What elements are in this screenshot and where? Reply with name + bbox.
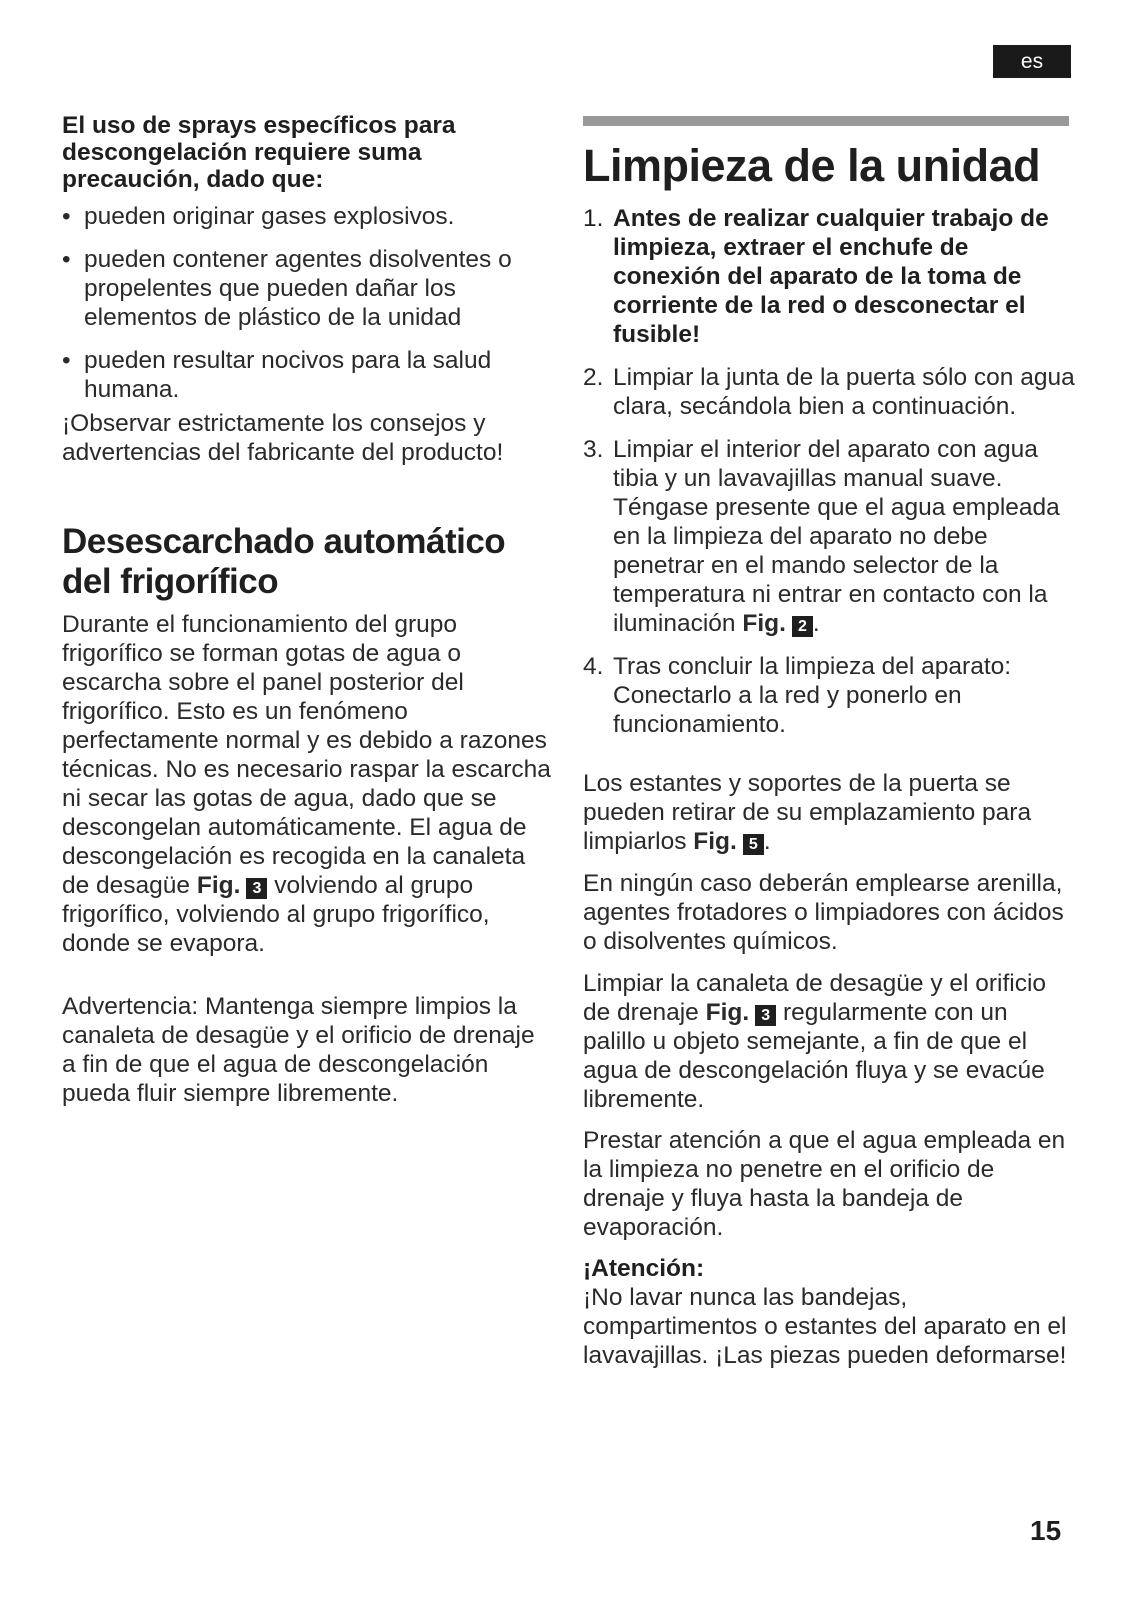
caution-heading: ¡Atención: [583, 1255, 705, 1282]
attention-paragraph: Prestar atención a que el agua empleada en la limpieza no penetre en el orificio de drenaje y fluya hasta la bandeja de evaporación. [583, 1127, 1066, 1241]
step-number: 2. [583, 364, 604, 391]
list-item: • pueden resultar nocivos para la salud humana. [62, 346, 554, 404]
figure-number-box: 2 [792, 616, 813, 637]
advertencia-paragraph: Advertencia: Mantenga siempre limpios la canaleta de desagüe y el orificio de drenaje a fin de que el agua de descongelación pueda fluir siempre libremente. [62, 993, 535, 1107]
list-item: • pueden contener agentes disolventes o propelentes que pueden dañar los elementos de plástico de la unidad [62, 245, 554, 332]
drain-text-post: regularmente con un palillo u objeto semejante, a fin de que el agua de descongelación fluya y se evacúe libremente. [583, 999, 1045, 1113]
drain-paragraph [583, 969, 1075, 1114]
page-number: 15 [1030, 1515, 1062, 1546]
figure-reference [742, 610, 813, 637]
step-text: Limpiar la junta de la puerta sólo con agua clara, secándola bien a continuación. [613, 364, 1075, 420]
step-number: 1. [583, 205, 604, 232]
step-text: Limpiar el interior del aparato con agua tibia y un lavavajillas manual suave. Téngase presente que el agua empleada en la limpieza del aparato no debe penetrar en el mando selector de la temperatura ni entrar en contacto con la iluminación [613, 436, 1060, 637]
caution-text: ¡No lavar nunca las bandejas, compartimentos o estantes del aparato en el lavavajillas. ¡Las piezas pueden deformarse! [583, 1284, 1067, 1369]
figure-number-box: 3 [755, 1005, 776, 1026]
spray-warning-list [62, 202, 554, 418]
figure-reference [706, 999, 777, 1026]
section-divider [583, 116, 1069, 126]
observe-instructions-paragraph: ¡Observar estrictamente los consejos y advertencias del fabricante del producto! [62, 410, 504, 466]
list-item [583, 652, 1075, 739]
figure-reference [693, 828, 764, 855]
figure-reference [197, 872, 268, 899]
spray-warning-heading: El uso de sprays específicos para descongelación requiere suma precaución, dado que: [62, 112, 456, 193]
step-text: Tras concluir la limpieza del aparato: Conectarlo a la red y ponerlo en funcionamiento. [613, 653, 1012, 738]
defrost-paragraph [62, 610, 554, 958]
shelves-text: Los estantes y soportes de la puerta se pueden retirar de su emplazamiento para limpiarlos [583, 770, 1032, 855]
defrost-text-post: volviendo al grupo frigorífico, volviendo al grupo frigorífico, donde se evapora. [62, 872, 490, 957]
shelves-paragraph [583, 769, 1075, 856]
figure-label: Fig. [693, 828, 737, 855]
list-item: • pueden originar gases explosivos. [62, 202, 554, 231]
step-tail: . [812, 610, 820, 637]
step-number: 3. [583, 436, 604, 463]
step-text: Antes de realizar cualquier trabajo de limpieza, extraer el enchufe de conexión del aparato de la toma de corriente de la red o desconectar el fusible! [613, 205, 1049, 348]
language-badge: es [993, 45, 1071, 78]
list-item [583, 435, 1075, 638]
figure-label: Fig. [742, 610, 786, 637]
defrost-text-pre: Durante el funcionamiento del grupo frigorífico se forman gotas de agua o escarcha sobre el panel posterior del frigorífico. Esto es un fenómeno perfectamente normal y es debido a razones técnicas. No es necesario raspar la escarcha ni secar las gotas de agua, dado que se descongelan automáticamente. El agua de descongelación es recogida en la canaleta de desagüe [62, 611, 551, 899]
no-abrasive-paragraph: En ningún caso deberán emplearse arenilla, agentes frotadores o limpiadores con ácidos o disolventes químicos. [583, 870, 1064, 955]
page-title: Limpieza de la unidad [583, 140, 1041, 191]
section-title-defrost: Desescarchado automático del frigorífico [62, 522, 506, 601]
figure-label: Fig. [705, 999, 750, 1026]
list-item [583, 363, 1075, 421]
caution-block [583, 1254, 1075, 1370]
figure-number-box: 3 [246, 878, 267, 899]
shelves-tail: . [763, 828, 771, 855]
step-number: 4. [583, 653, 604, 680]
cleaning-steps-list [583, 204, 1075, 753]
list-item [583, 204, 1075, 349]
figure-label: Fig. [196, 872, 241, 899]
figure-number-box: 5 [743, 834, 764, 855]
drain-text-pre: Limpiar la canaleta de desagüe y el orificio de drenaje [583, 970, 1047, 1026]
